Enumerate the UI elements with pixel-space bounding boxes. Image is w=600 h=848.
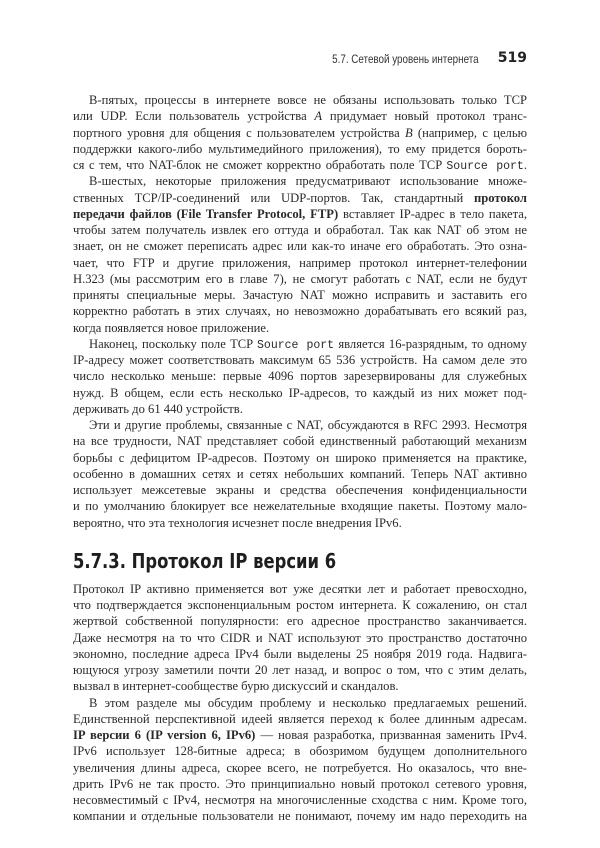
text-run: число несколько меньше: первые 4096 портов зарезервированы для служебных	[73, 369, 527, 384]
text-run: и по умолчанию блокирует все нежелательные входящие пакеты. Поэтому мало-	[73, 499, 527, 514]
section-heading: 5.7.3. Протокол IP версии 6	[73, 548, 337, 573]
text-line	[73, 287, 527, 303]
page-body	[73, 92, 527, 825]
text-line	[73, 320, 527, 336]
text-run: придумает новый протокол транс-	[322, 109, 527, 124]
text-run: Единственной перспективной идеей является переход к более длинным адресам.	[73, 711, 527, 726]
code-term: Source port	[257, 338, 335, 352]
section-nat-text	[73, 92, 527, 531]
text-run: жертвой собственной популярности: его адресное пространство заканчивается.	[73, 614, 527, 629]
text-run: увеличения длины адреса, скорее всего, не потребуется. Но оказалось, что вне-	[73, 760, 527, 775]
text-run: портного уровня для общения с пользователем устройства	[73, 125, 405, 140]
text-line	[73, 125, 527, 141]
text-line	[73, 743, 527, 759]
bold-term: протокол	[474, 190, 527, 205]
text-run: держивать до 61 440 устройств.	[73, 401, 243, 416]
text-run: поддержки какого-либо мультимедийного приложения), то ему придется бороть-	[73, 141, 527, 156]
text-run: чает, что FTP и другие приложения, например протокол интернет-телефонии	[73, 255, 527, 270]
text-line	[73, 498, 527, 514]
text-run: несовместимый с IPv4, несмотря на многочисленные сходства с ним. Кроме того,	[73, 793, 527, 807]
section-ipv6-text	[73, 581, 527, 825]
text-run: вставляет IP-адрес в тело пакета,	[338, 206, 527, 221]
text-run: когда появляется новое приложение.	[73, 320, 270, 335]
text-line	[73, 695, 527, 711]
text-line	[73, 190, 527, 206]
text-run: нужд. В общем, если есть несколько IP-адресов, то каждый из них может под-	[73, 385, 527, 400]
text-run: борьбы с дефицитом IP-адресов. Поэтому он широко применяется на практике,	[73, 450, 527, 465]
text-run: В-пятых, процессы в интернете вовсе не обязаны использовать только TCP	[89, 93, 527, 107]
bold-term: IP версии 6 (IP version 6, IPv6)	[73, 728, 256, 742]
text-run: Протокол IP активно применяется вот уже десятки лет и работает превосходно,	[73, 581, 527, 596]
text-line	[73, 255, 527, 271]
text-run: IP-адресу может соответствовать максимум 65 536 устройств. На самом деле это	[73, 353, 527, 367]
text-run: В-шестых, некоторые приложения предусматривают использование множе-	[89, 174, 527, 189]
text-run: использует межсетевые экраны и средства обеспечения конфиденциальности	[73, 483, 527, 497]
text-run: дрить IPv6 не так просто. Это принципиально новый протокол сетевого уровня,	[73, 776, 527, 791]
text-line	[73, 466, 527, 482]
text-line	[73, 450, 527, 466]
text-line	[73, 515, 527, 531]
text-line	[73, 792, 527, 808]
text-line	[73, 368, 527, 384]
text-line	[73, 776, 527, 792]
page-number: 519	[497, 50, 527, 66]
text-run: (например, с целью	[412, 125, 527, 140]
text-run: или UDP. Если пользователь устройства	[73, 109, 315, 124]
running-header	[73, 50, 527, 70]
text-line	[73, 352, 527, 368]
bold-term: передачи файлов (File Transfer Protocol, FTP)	[73, 206, 339, 221]
text-run: В этом разделе мы обсудим проблему и несколько предлагаемых решений.	[89, 695, 527, 710]
text-line	[73, 303, 527, 319]
text-run: экономно, последние адреса IPv4 были выделены 25 ноября 2019 года. Надвига-	[73, 646, 527, 661]
text-line	[73, 238, 527, 254]
text-run: H.323 (мы рассмотрим его в главе 7), не смогут работать с NAT, если не будут	[73, 271, 527, 286]
text-run: — новая разработка, призванная заменить IPv4.	[255, 728, 527, 742]
text-line	[73, 760, 527, 776]
text-line	[73, 433, 527, 449]
text-line	[73, 482, 527, 498]
running-title: 5.7. Сетевой уровень интернета	[332, 52, 479, 66]
text-line	[73, 141, 527, 157]
text-line	[73, 108, 527, 124]
italic-term: A	[314, 109, 323, 124]
text-run: особенно в домашних сетях и сетях небольших компаний. Теперь NAT активно	[73, 466, 527, 481]
text-line	[73, 711, 527, 727]
code-term: Source port	[446, 160, 524, 173]
text-run: приняты специальные меры. Зачастую NAT можно исправить и заставить его	[73, 288, 527, 302]
text-run: компании и отдельные пользователи не понимают, почему им надо переходить на	[73, 809, 527, 824]
text-line	[73, 727, 527, 743]
italic-term: B	[404, 125, 413, 140]
text-run: IPv6 использует 128-битные адреса; в обозримом будущем дополнительного	[73, 744, 527, 759]
text-run: ственных TCP/IP-соединений или UDP-портов. Так, стандартный	[73, 190, 474, 205]
text-run: на все трудности, NAT представляет собой единственный работающий механизм	[73, 434, 527, 449]
text-line	[73, 630, 527, 646]
text-run: является 16-разрядным, то одному	[334, 336, 527, 351]
text-line	[73, 613, 527, 629]
text-run: ющуюся угрозу заметили почти 20 лет назад, и вопрос о том, что с этим делать,	[73, 663, 527, 677]
text-run: вызвал в интернет-сообществе бурю дискуссий и скандалов.	[73, 679, 399, 694]
text-line	[73, 662, 527, 678]
text-run: Даже несмотря на то что CIDR и NAT используют это пространство достаточно	[73, 630, 527, 645]
text-run: что подтверждается экспоненциальным ростом интернета. К сожалению, он стал	[73, 598, 527, 612]
text-run: вероятно, что эта технология исчезнет после внедрения IPv6.	[73, 515, 402, 530]
text-line	[73, 581, 527, 597]
text-line	[73, 336, 527, 352]
text-run: корректно работать в этих случаях, но невозможно дорабатывать его всякий раз,	[73, 304, 527, 319]
text-line	[73, 646, 527, 662]
text-line	[73, 92, 527, 108]
text-run: ся с тем, что NAT-блок не сможет корректно обработать поле TCP	[73, 158, 447, 172]
text-run: чтобы затем получатель извлек его оттуда и обработал. Так как NAT об этом не	[73, 223, 527, 237]
text-run: знает, он не сможет переписать адрес или как-то иначе его обработать. Это озна-	[73, 239, 527, 254]
text-line	[73, 401, 527, 417]
text-line	[73, 222, 527, 238]
text-line	[73, 808, 527, 824]
text-line	[73, 385, 527, 401]
text-run: .	[523, 158, 527, 172]
text-line	[73, 173, 527, 189]
text-line	[73, 417, 527, 433]
text-run: Наконец, поскольку поле TCP	[89, 336, 258, 351]
text-line	[73, 678, 527, 694]
text-run: Эти и другие проблемы, связанные с NAT, обсуждаются в RFC 2993. Несмотря	[89, 418, 527, 432]
text-line	[73, 597, 527, 613]
text-line	[73, 157, 527, 173]
text-line	[73, 206, 527, 222]
text-line	[73, 271, 527, 287]
